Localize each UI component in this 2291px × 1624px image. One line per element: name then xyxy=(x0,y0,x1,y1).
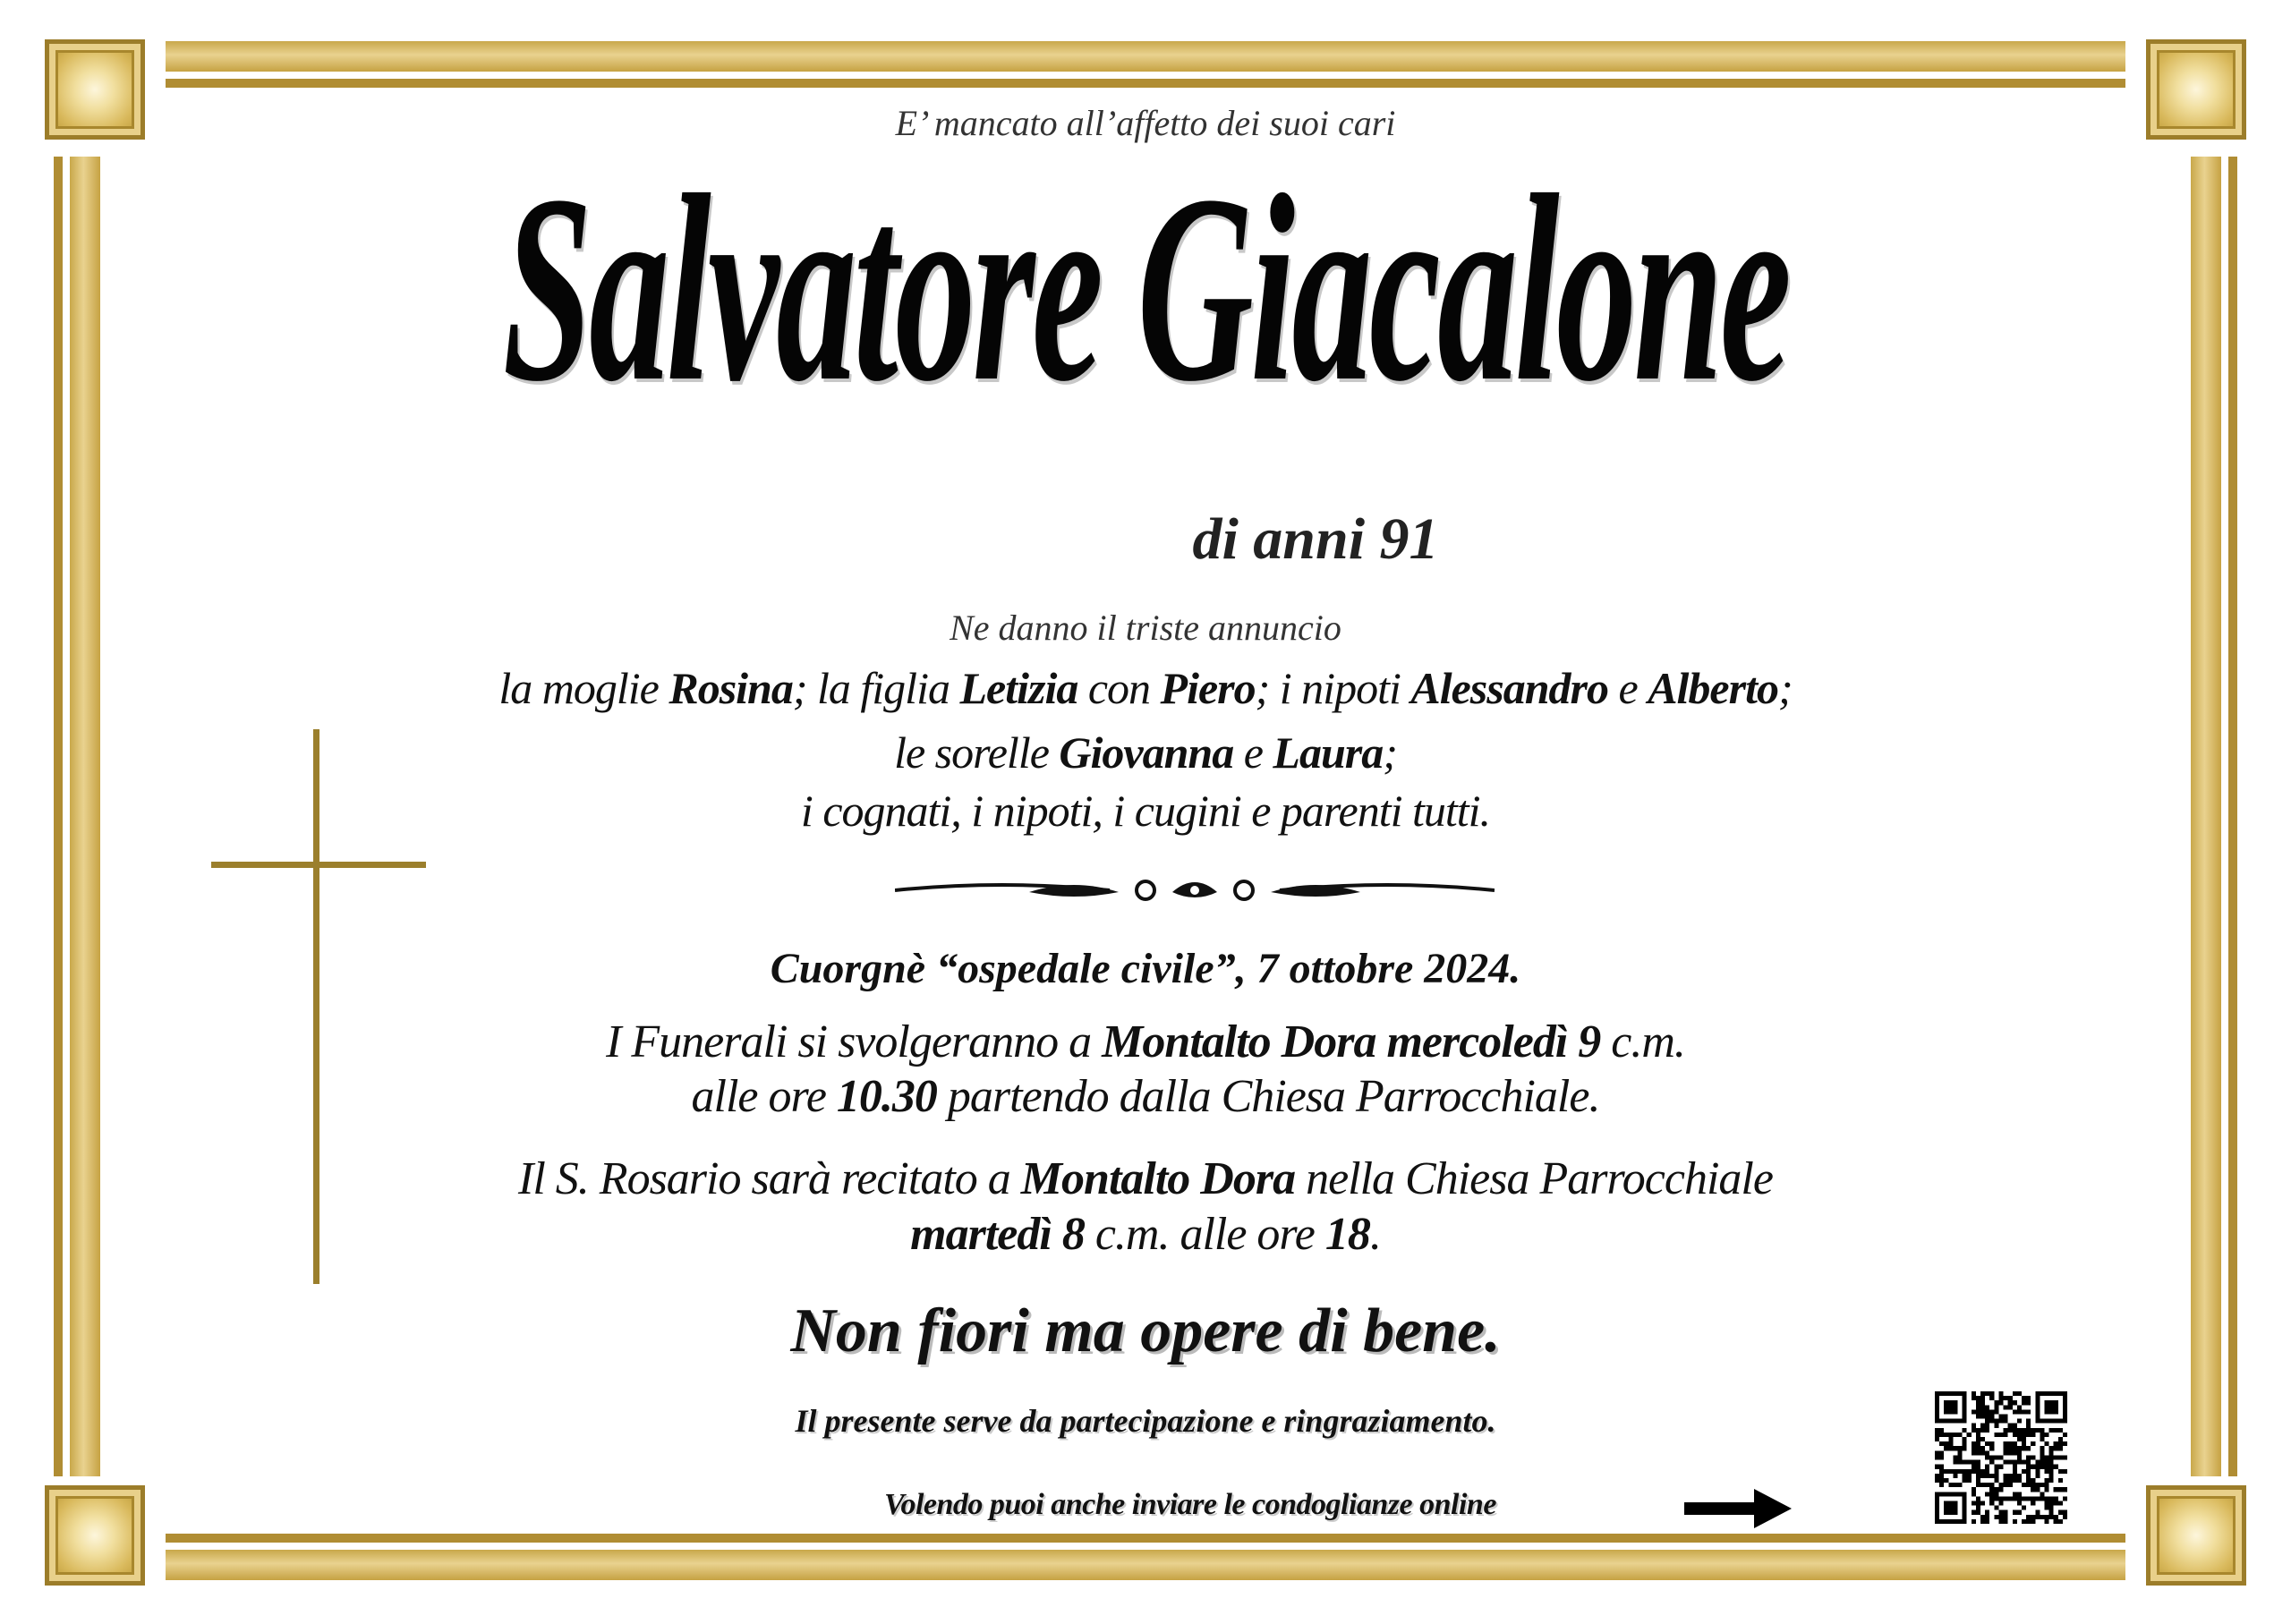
family-name: Alessandro xyxy=(1410,663,1608,713)
age-text: di anni 91 xyxy=(1192,506,1439,572)
family-line-2: le sorelle Giovanna e Laura; xyxy=(894,727,1397,778)
funeral-line-1: I Funerali si svolgeranno a Montalto Dora mercoledì 9 c.m. xyxy=(606,1016,1685,1067)
no-flowers-text: Non fiori ma opere di bene. xyxy=(790,1297,1501,1365)
place-date-text: Cuorgnè “ospedale civile”, 7 ottobre 2024. xyxy=(770,945,1521,992)
family-line-1: la moglie Rosina; la figlia Letizia con Piero; i nipoti Alessandro e Alberto; xyxy=(498,663,1793,713)
family-name: Letizia xyxy=(959,663,1078,713)
condolences-text: Volendo puoi anche inviare le condoglianze online xyxy=(884,1488,1496,1521)
deceased-name: Salvatore Giacalone xyxy=(502,140,1789,437)
funeral-line-2: alle ore 10.30 partendo dalla Chiesa Parrocchiale. xyxy=(691,1071,1600,1122)
frame-corner-bottom-left xyxy=(45,1485,145,1586)
frame-top-border xyxy=(166,41,2125,93)
family-name: Laura xyxy=(1273,727,1384,778)
right-arrow-icon xyxy=(1684,1489,1792,1528)
family-name: Alberto xyxy=(1648,663,1778,713)
qr-code-icon[interactable] xyxy=(1935,1391,2067,1524)
announce-text: Ne danno il triste annuncio xyxy=(950,608,1341,648)
family-name: Rosina xyxy=(669,663,793,713)
intro-text: E’ mancato all’affetto dei suoi cari xyxy=(895,103,1396,143)
frame-corner-bottom-right xyxy=(2146,1485,2246,1586)
participation-text: Il presente serve da partecipazione e ringraziamento. xyxy=(795,1403,1496,1439)
rosary-line-2: martedì 8 c.m. alle ore 18. xyxy=(910,1209,1381,1260)
rosary-line-1: Il S. Rosario sarà recitato a Montalto Dora nella Chiesa Parrocchiale xyxy=(518,1153,1773,1204)
family-name: Piero xyxy=(1160,663,1256,713)
flourish-divider-icon xyxy=(895,872,1495,908)
family-name: Giovanna xyxy=(1059,727,1234,778)
frame-bottom-border xyxy=(166,1528,2125,1580)
family-line-3: i cognati, i nipoti, i cugini e parenti tutti. xyxy=(800,786,1491,836)
